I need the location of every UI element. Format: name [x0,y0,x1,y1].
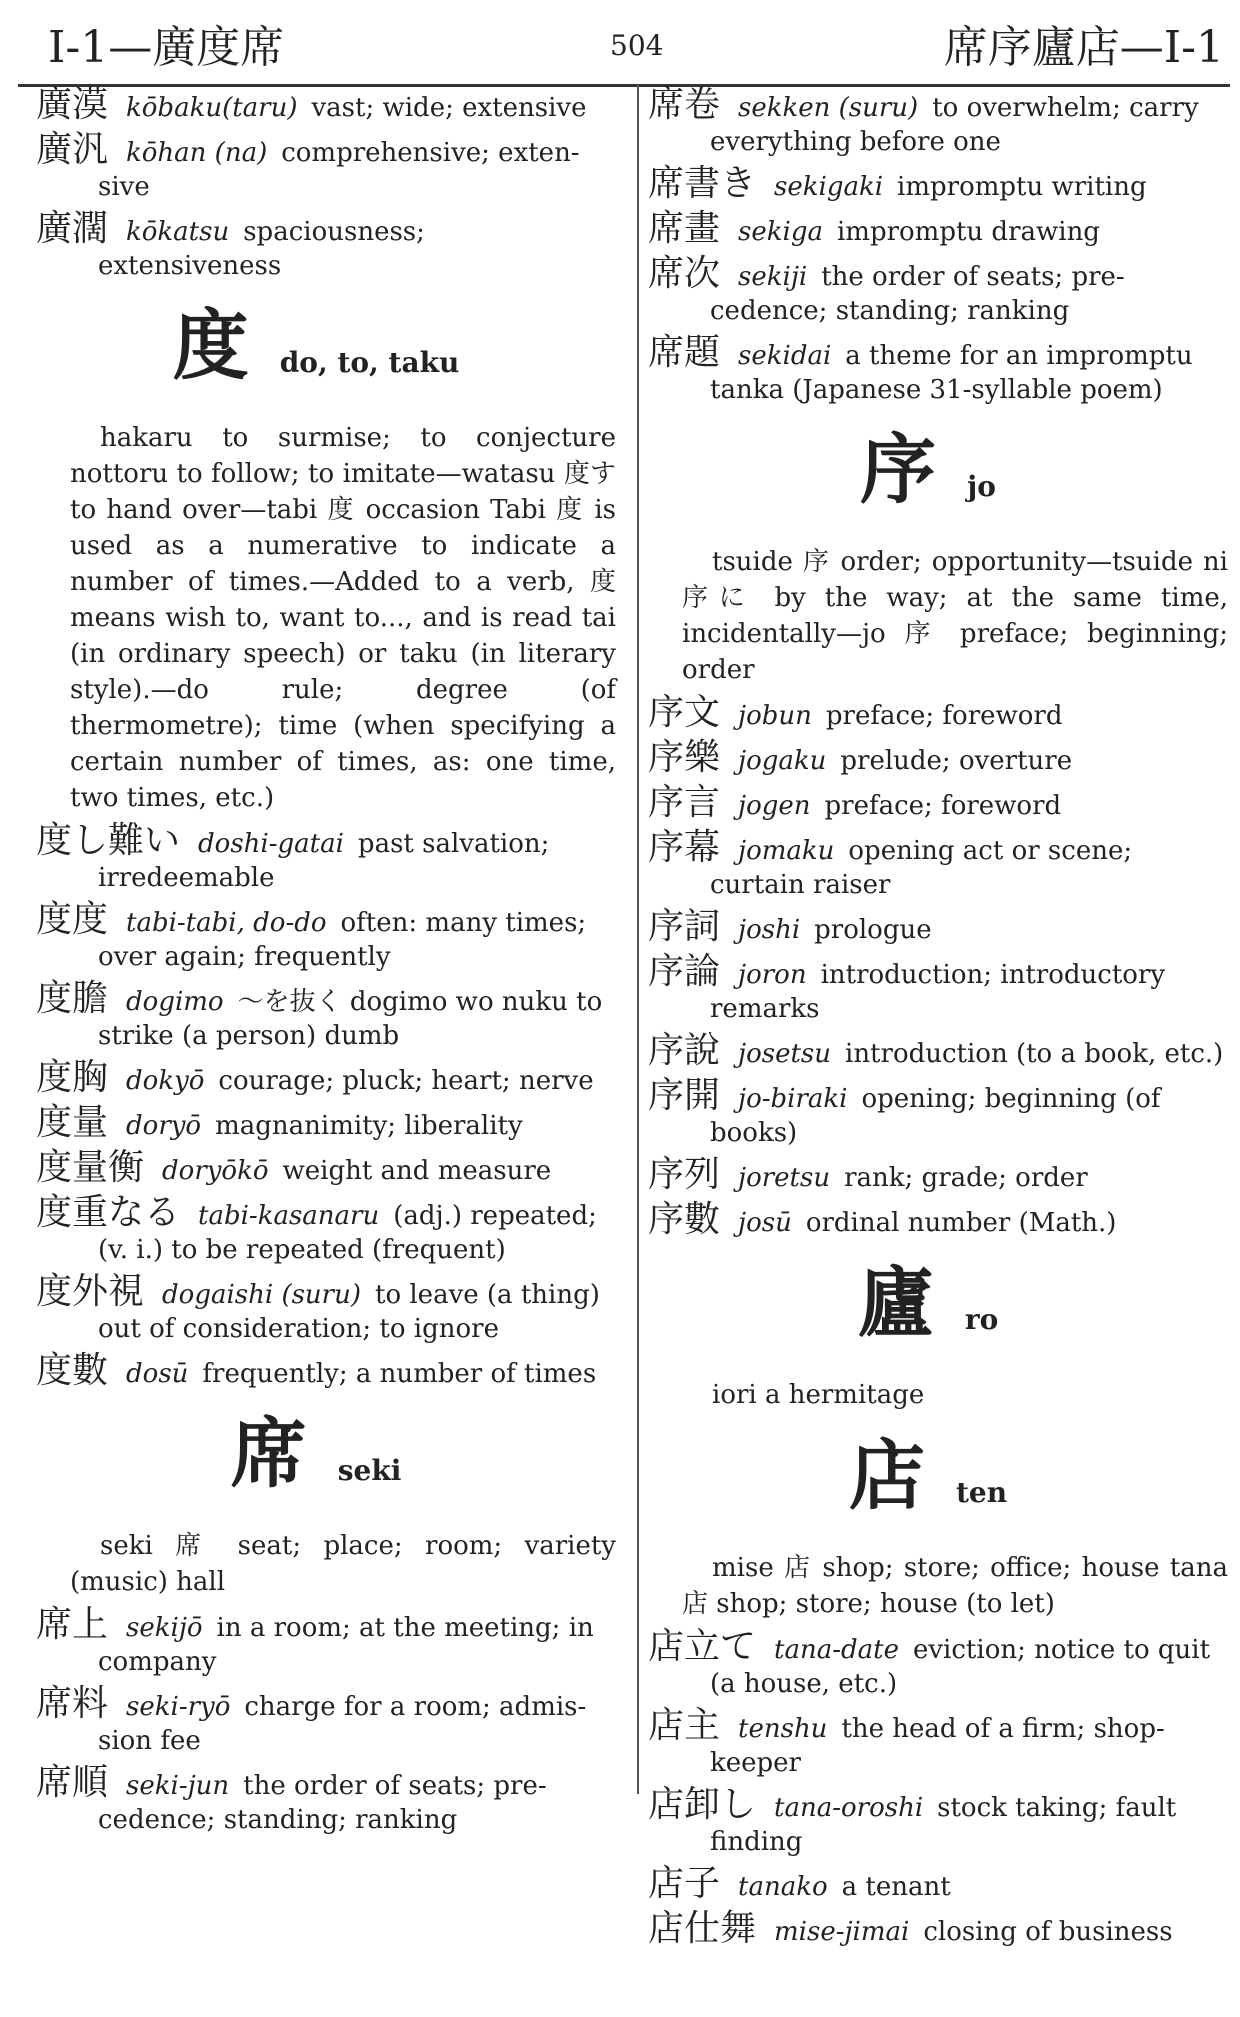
dictionary-entry [628,1199,1228,1240]
entry-definition: past salvation; irredeemable [98,829,550,893]
entry-kanji: 店子 [648,1863,721,1904]
entry-definition: introduction; introductory remarks [710,960,1166,1024]
entry-reading: sekigaki [774,172,884,202]
entry-reading: dosū [126,1359,189,1389]
headword-jo-definition: tsuide 序 order; opportunity—tsuide ni 序に by the way; at the same time, incidentally—jo 序 preface; beginning; order [682,547,1228,685]
entry-definition: opening act or scene; curtain raiser [710,836,1133,900]
entry-definition: preface; foreword [825,701,1063,731]
entry-definition: to leave (a thing) out of consideration; to ignore [98,1280,600,1344]
dictionary-entry [628,1626,1228,1701]
dictionary-entry [628,782,1228,823]
headword-reading: ten [955,1476,1008,1509]
dictionary-entry [628,906,1228,947]
dictionary-entry [16,1102,616,1143]
entry-reading: dogimo [126,987,224,1017]
headword-kanji: 序 [860,425,937,514]
entry-kanji: 度し難い [36,820,181,861]
entry-reading: joron [738,960,807,990]
entry-reading: kōhan (na) [126,138,268,168]
entry-reading: jo-biraki [738,1084,848,1114]
entry-reading: tabi-tabi, do-do [126,908,327,938]
entry-reading: joshi [738,915,801,945]
entry-kanji: 度外視 [36,1271,145,1312]
dictionary-entry [628,1784,1228,1859]
entry-list [628,84,1228,407]
entry-kanji: 序說 [648,1030,721,1071]
page-number: 504 [610,29,664,62]
dictionary-entry [628,1863,1228,1904]
headword-ten-definition: mise 店 shop; store; office; house tana 店 shop; store; house (to let) [682,1553,1228,1619]
entry-kanji: 序開 [648,1075,721,1116]
entry-kanji: 廣濶 [36,208,109,249]
entry-reading: sekidai [738,341,832,371]
entry-reading: doshi-gatai [198,829,344,859]
entry-kanji: 序幕 [648,827,721,868]
left-column [16,80,616,1837]
entry-reading: sekken (suru) [738,93,919,123]
entry-definition: a tenant [841,1872,951,1902]
headword-ten [628,1431,1228,1542]
entry-kanji: 度量 [36,1102,109,1143]
running-header-right: 席序廬店—I-1 [943,22,1224,73]
entry-kanji: 席畫 [648,208,721,249]
entry-definition: vast; wide; extensive [311,93,587,123]
entry-kanji: 度量衡 [36,1147,145,1188]
entry-kanji: 店主 [648,1705,721,1746]
entry-reading: josetsu [738,1039,831,1069]
dictionary-entry [628,208,1228,249]
dictionary-entry [628,332,1228,407]
dictionary-entry [628,951,1228,1026]
headword-reading: seki [337,1454,402,1487]
headword-jo [628,425,1228,536]
entry-kanji: 度膽 [36,978,109,1019]
entry-reading: tana-date [774,1635,899,1665]
dictionary-entry [16,208,616,283]
entry-definition: courage; pluck; heart; nerve [218,1066,594,1096]
dictionary-entry [628,84,1228,159]
entry-definition: prelude; overture [840,746,1073,776]
entry-kanji: 席書き [648,163,757,204]
entry-definition: the head of a firm; shop-keeper [710,1714,1165,1778]
entry-kanji: 序論 [648,951,721,992]
entry-definition: the order of seats; pre-cedence; standing; ranking [98,1771,547,1835]
entry-reading: doryōkō [162,1156,269,1186]
entry-definition: magnanimity; liberality [215,1111,523,1141]
entry-list [628,1626,1228,1949]
entry-definition: often: many times; over again; frequently [98,908,587,972]
dictionary-entry [628,827,1228,902]
dictionary-entry [16,84,616,125]
entry-definition: charge for a room; admis-sion fee [98,1692,587,1756]
entry-kanji: 序詞 [648,906,721,947]
entry-reading: sekijō [126,1613,203,1643]
entry-definition: (adj.) repeated; (v. i.) to be repeated (frequent) [98,1201,597,1265]
dictionary-entry [628,737,1228,778]
dictionary-entry [628,1154,1228,1195]
entry-definition: weight and measure [282,1156,552,1186]
headword-do [16,301,616,412]
dictionary-entry [628,692,1228,733]
entry-reading: joretsu [738,1163,831,1193]
headword-seki [16,1409,616,1520]
entry-definition: frequently; a number of times [202,1359,597,1389]
entry-reading: tana-oroshi [774,1793,924,1823]
entry-definition: in a room; at the meeting; in company [98,1613,594,1677]
entry-reading: mise-jimai [774,1917,910,1947]
entry-definition: opening; beginning (of books) [710,1084,1161,1148]
entry-kanji: 序文 [648,692,721,733]
dictionary-entry [16,1762,616,1837]
headword-kanji: 席 [230,1409,307,1498]
entry-definition: closing of business [923,1917,1173,1947]
entry-reading: dogaishi (suru) [162,1280,361,1310]
entry-kanji: 席題 [648,332,721,373]
entry-reading: tabi-kasanaru [198,1201,380,1231]
entry-kanji: 店卸し [648,1784,757,1825]
running-header-left: I-1—廣度席 [48,22,285,73]
entry-kanji: 廣漠 [36,84,109,125]
headword-kanji: 店 [848,1431,925,1520]
entry-reading: jogen [738,791,811,821]
dictionary-entry [628,1908,1228,1949]
entry-reading: tanako [738,1872,828,1902]
entry-kanji: 席卷 [648,84,721,125]
entry-reading: jobun [738,701,812,731]
dictionary-entry [16,1683,616,1758]
dictionary-entry [628,1075,1228,1150]
entry-definition: eviction; notice to quit (a house, etc.) [710,1635,1211,1699]
dictionary-entry [628,253,1228,328]
entry-definition: preface; foreword [824,791,1062,821]
dictionary-entry [16,1350,616,1391]
entry-list [16,84,616,283]
headword-reading: ro [964,1303,999,1336]
entry-kanji: 序樂 [648,737,721,778]
entry-definition: stock taking; fault finding [710,1793,1177,1857]
entry-reading: tenshu [738,1714,828,1744]
entry-reading: doryō [126,1111,202,1141]
entry-reading: seki-ryō [126,1692,231,1722]
entry-kanji: 度數 [36,1350,109,1391]
entry-definition: impromptu writing [897,172,1147,202]
entry-kanji: 序數 [648,1199,721,1240]
entry-reading: jomaku [738,836,835,866]
dictionary-entry [628,1705,1228,1780]
entry-reading: dokyō [126,1066,205,1096]
entry-kanji: 廣汎 [36,129,109,170]
dictionary-entry [16,978,616,1053]
entry-definition: comprehensive; exten-sive [98,138,580,202]
entry-kanji: 度重なる [36,1192,181,1233]
right-column [628,80,1228,1949]
headword-reading: jo [967,470,996,503]
entry-definition: ordinal number (Math.) [805,1208,1117,1238]
entry-reading: seki-jun [126,1771,230,1801]
entry-kanji: 度度 [36,899,109,940]
dictionary-entry [16,129,616,204]
entry-reading: kōkatsu [126,217,230,247]
entry-kanji: 度胸 [36,1057,109,1098]
dictionary-entry [16,1057,616,1098]
entry-reading: jogaku [738,746,827,776]
headword-kanji: 廬 [857,1258,934,1347]
entry-reading: kōbaku(taru) [126,93,298,123]
entry-reading: sekiji [738,262,808,292]
headword-kanji: 度 [172,301,249,390]
entry-definition: introduction (to a book, etc.) [845,1039,1224,1069]
entry-kanji: 序列 [648,1154,721,1195]
headword-seki-definition: seki 席 seat; place; room; variety (music) hall [70,1531,616,1597]
dictionary-entry [628,163,1228,204]
entry-reading: josū [738,1208,792,1238]
entry-reading: sekiga [738,217,823,247]
dictionary-entry [16,820,616,895]
dictionary-entry [16,1192,616,1267]
entry-kanji: 店仕舞 [648,1908,757,1949]
entry-definition: prologue [814,915,932,945]
entry-definition: rank; grade; order [844,1163,1088,1193]
entry-definition: ～を抜く dogimo wo nuku to strike (a person) dumb [98,987,603,1051]
dictionary-entry [628,1030,1228,1071]
entry-kanji: 席料 [36,1683,109,1724]
headword-ro-definition: iori a hermitage [712,1380,925,1410]
headword-reading: do, to, taku [279,346,460,379]
entry-definition: impromptu drawing [836,217,1100,247]
dictionary-entry [16,899,616,974]
entry-list [16,820,616,1391]
entry-kanji: 席順 [36,1762,109,1803]
headword-ro [628,1258,1228,1369]
entry-definition: spaciousness; extensiveness [98,217,425,281]
entry-list [16,1604,616,1837]
entry-list [628,692,1228,1240]
dictionary-entry [16,1147,616,1188]
entry-kanji: 席上 [36,1604,109,1645]
entry-definition: the order of seats; pre-cedence; standing; ranking [710,262,1125,326]
entry-definition: a theme for an impromptu tanka (Japanese 31-syllable poem) [710,341,1193,405]
entry-kanji: 店立て [648,1626,757,1667]
dictionary-entry [16,1604,616,1679]
entry-kanji: 序言 [648,782,721,823]
entry-kanji: 席次 [648,253,721,294]
entry-definition: to overwhelm; carry everything before one [710,93,1199,157]
dictionary-entry [16,1271,616,1346]
headword-do-definition: hakaru to surmise; to conjecture nottoru to follow; to imitate—watasu 度す to hand over—tabi 度 occasion Tabi 度 is used as a numerative to indicate a number of times.—Added to a verb, 度 means wish to, want to..., and is read tai (in ordinary speech) or taku (in literary style).—do rule; degree (of thermometre); time (when specifying a certain number of times, as: one time, two times, etc.) [70,423,616,813]
